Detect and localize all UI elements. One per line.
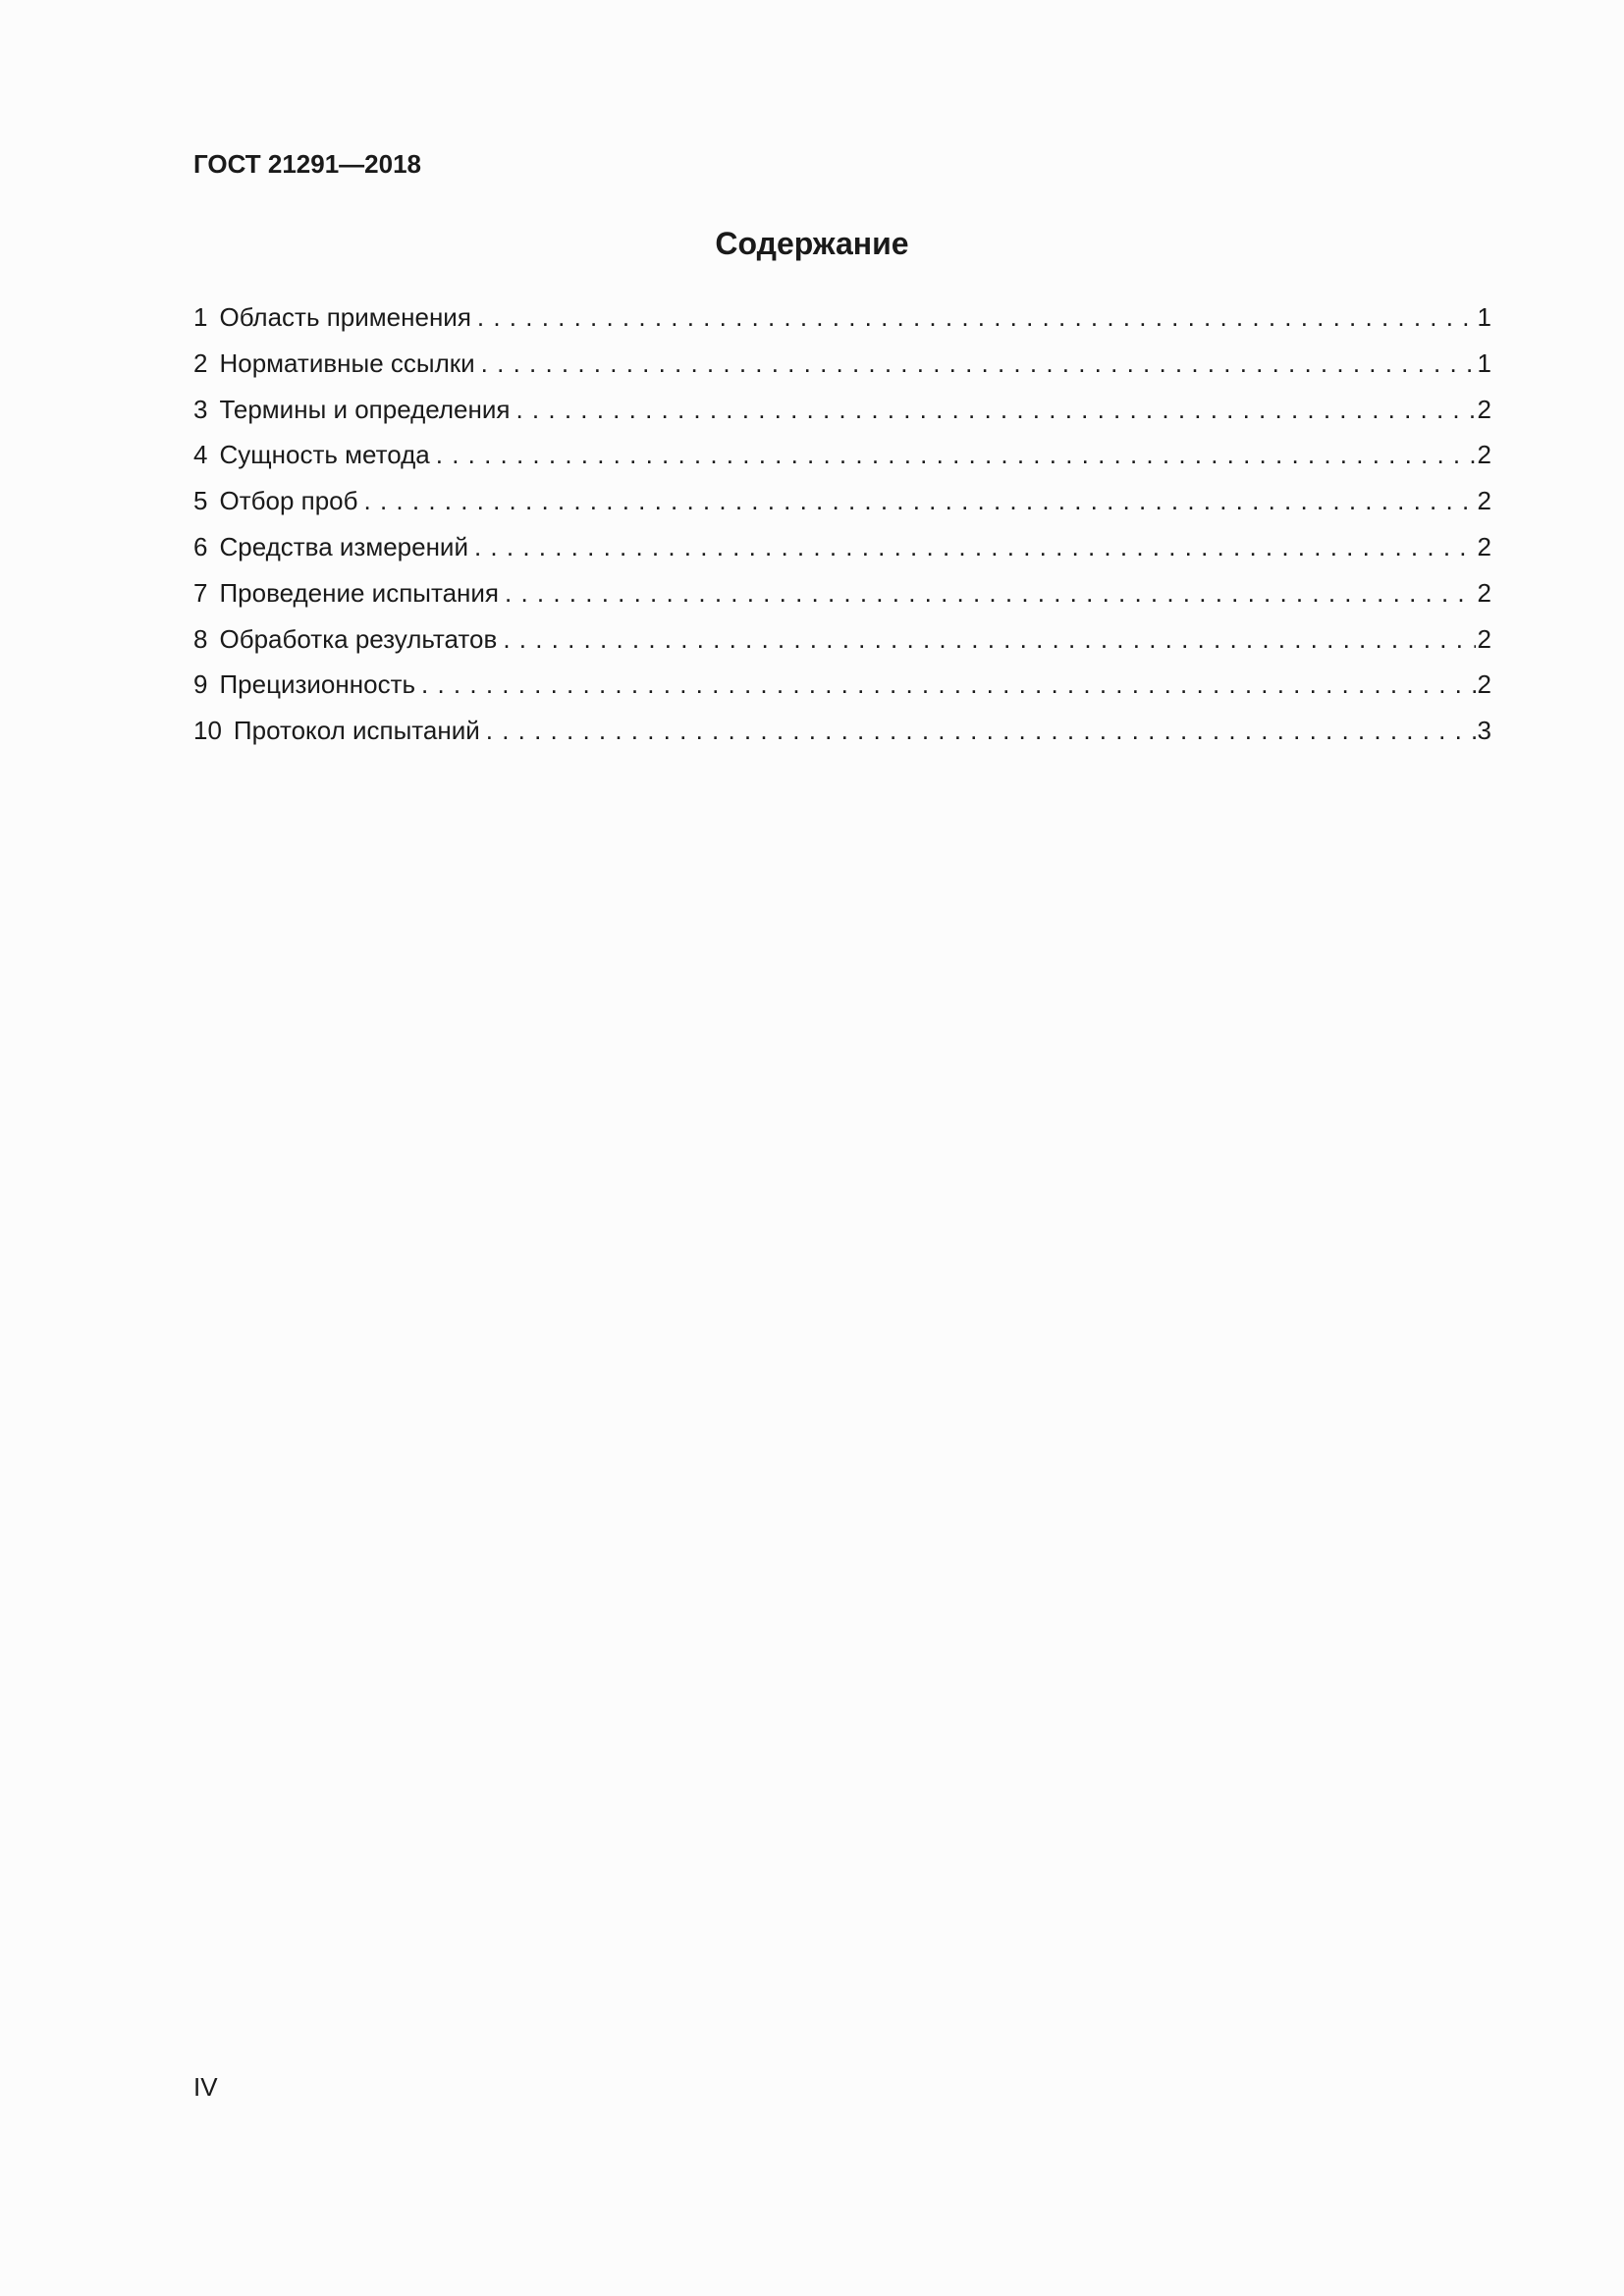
toc-list bbox=[193, 297, 1491, 757]
toc-item-title: Проведение испытания bbox=[219, 577, 500, 608]
toc-item[interactable] bbox=[193, 573, 1491, 619]
toc-dot-leader bbox=[364, 481, 1476, 520]
toc-heading: Содержание bbox=[715, 226, 909, 261]
toc-item-number: 1 bbox=[193, 302, 208, 332]
page-number: IV bbox=[193, 2072, 218, 2102]
toc-item[interactable] bbox=[193, 344, 1491, 390]
toc-item[interactable] bbox=[193, 435, 1491, 481]
document-code: ГОСТ 21291—2018 bbox=[193, 149, 421, 179]
toc-dot-leader bbox=[477, 297, 1476, 337]
toc-item[interactable] bbox=[193, 390, 1491, 436]
toc-item-page: 2 bbox=[1477, 394, 1491, 424]
toc-item[interactable] bbox=[193, 619, 1491, 666]
toc-item[interactable] bbox=[193, 481, 1491, 527]
toc-dot-leader bbox=[505, 573, 1476, 613]
toc-item-title: Сущность метода bbox=[219, 440, 430, 470]
toc-item[interactable] bbox=[193, 665, 1491, 711]
toc-item-page: 2 bbox=[1477, 577, 1491, 608]
toc-item-number: 4 bbox=[193, 440, 208, 470]
toc-item[interactable] bbox=[193, 527, 1491, 573]
toc-item-number: 5 bbox=[193, 486, 208, 516]
toc-item-number: 8 bbox=[193, 623, 208, 654]
toc-item-page: 3 bbox=[1477, 716, 1491, 746]
toc-item-title: Протокол испытаний bbox=[233, 716, 480, 746]
toc-item-title: Обработка результатов bbox=[219, 623, 498, 654]
toc-item-page: 2 bbox=[1477, 623, 1491, 654]
toc-item-number: 6 bbox=[193, 531, 208, 561]
toc-item-title: Область применения bbox=[219, 302, 471, 332]
toc-item-number: 9 bbox=[193, 669, 208, 700]
toc-dot-leader bbox=[421, 665, 1476, 704]
toc-item-page: 1 bbox=[1477, 347, 1491, 378]
toc-item-page: 2 bbox=[1477, 531, 1491, 561]
toc-item[interactable] bbox=[193, 297, 1491, 344]
toc-item-title: Отбор проб bbox=[219, 486, 358, 516]
toc-dot-leader bbox=[481, 344, 1476, 383]
toc-dot-leader bbox=[486, 711, 1476, 750]
toc-item-page: 2 bbox=[1477, 440, 1491, 470]
toc-dot-leader bbox=[436, 435, 1476, 474]
toc-item-title: Средства измерений bbox=[219, 531, 468, 561]
toc-item[interactable] bbox=[193, 711, 1491, 757]
toc-item-page: 2 bbox=[1477, 669, 1491, 700]
toc-item-number: 10 bbox=[193, 716, 222, 746]
toc-item-title: Прецизионность bbox=[219, 669, 416, 700]
toc-item-page: 2 bbox=[1477, 486, 1491, 516]
toc-item-title: Нормативные ссылки bbox=[219, 347, 475, 378]
toc-dot-leader bbox=[503, 619, 1475, 659]
toc-dot-leader bbox=[515, 390, 1475, 429]
toc-item-number: 2 bbox=[193, 347, 208, 378]
toc-dot-leader bbox=[474, 527, 1476, 566]
toc-item-number: 7 bbox=[193, 577, 208, 608]
toc-item-page: 1 bbox=[1477, 302, 1491, 332]
toc-item-title: Термины и определения bbox=[219, 394, 511, 424]
toc-item-number: 3 bbox=[193, 394, 208, 424]
